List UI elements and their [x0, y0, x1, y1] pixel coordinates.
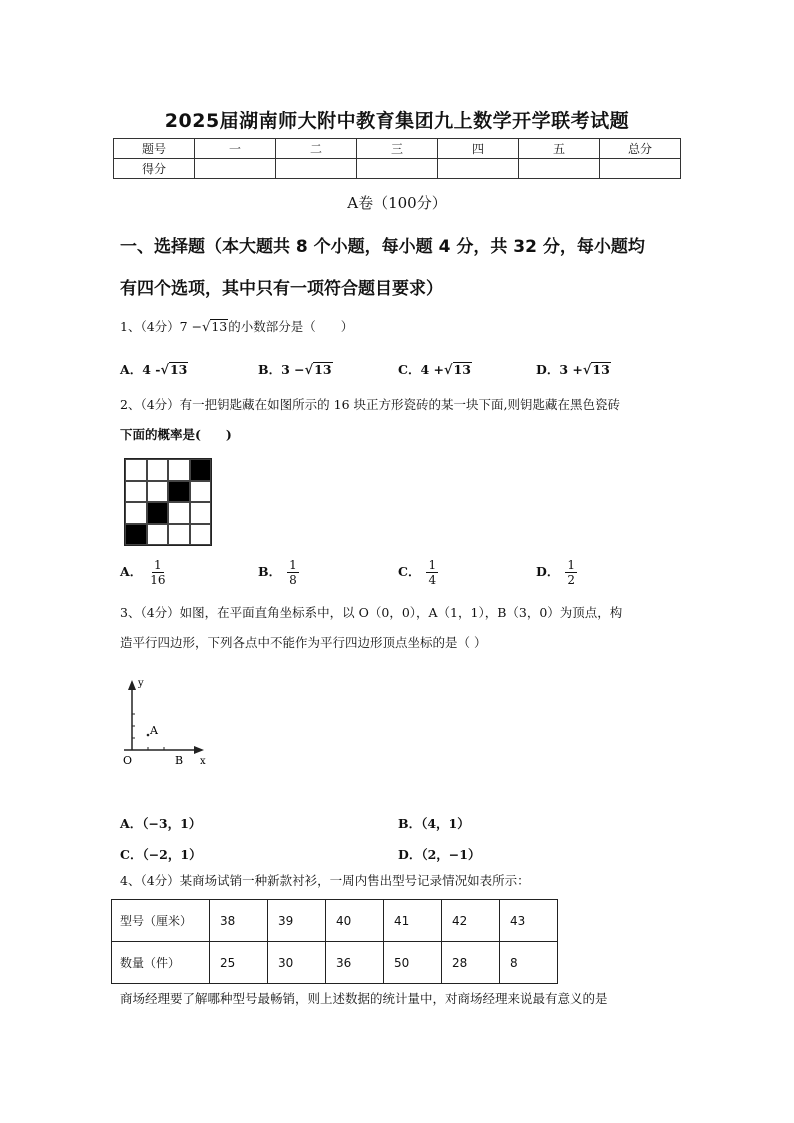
white-tile	[147, 481, 169, 503]
q2-line2: 下面的概率是( )	[120, 427, 232, 442]
q1-option-d: D．3 +√13	[536, 362, 610, 378]
size-row	[112, 900, 558, 942]
x-axis-arrow	[194, 746, 204, 754]
point-b-label: B	[175, 754, 184, 767]
q3-option-a: A．（−3，1）	[120, 816, 202, 831]
score-header-cell: 总分	[600, 139, 681, 159]
part1-heading-line1: 一、选择题（本大题共 8 个小题，每小题 4 分，共 32 分，每小题均	[120, 237, 645, 257]
white-tile	[190, 481, 212, 503]
score-header-cell: 二	[276, 139, 357, 159]
white-tile	[168, 502, 190, 524]
white-tile	[125, 459, 147, 481]
score-table-header-row	[114, 139, 681, 159]
white-tile	[190, 524, 212, 546]
q2-option-b: B． $\frac{1}{8}$	[258, 558, 297, 587]
size-cell: 41	[384, 900, 442, 942]
score-header-cell: 三	[357, 139, 438, 159]
white-tile	[147, 459, 169, 481]
q3-line2: 造平行四边形，下列各点中不能作为平行四边形顶点坐标的是（ ）	[120, 635, 487, 650]
q3-line1: 3、（4分）如图，在平面直角坐标系中，以 O（0，0），A（1，1），B（3，0）为顶点，构	[120, 605, 623, 620]
quantity-cell: 25	[210, 942, 268, 984]
quantity-cell: 28	[442, 942, 500, 984]
section-a-title: A卷（100分）	[347, 194, 447, 212]
q4-line2: 商场经理要了解哪种型号最畅销，则上述数据的统计量中，对商场经理来说最有意义的是	[120, 991, 608, 1006]
quantity-row-label: 数量（件）	[112, 942, 210, 984]
white-tile	[168, 459, 190, 481]
quantity-cell: 50	[384, 942, 442, 984]
score-header-cell: 五	[519, 139, 600, 159]
size-cell: 38	[210, 900, 268, 942]
tile-grid-figure	[124, 458, 212, 546]
score-cell	[276, 159, 357, 179]
quantity-cell: 36	[326, 942, 384, 984]
score-cell	[438, 159, 519, 179]
question-3	[120, 598, 680, 658]
quantity-row	[112, 942, 558, 984]
score-cell	[195, 159, 276, 179]
black-tile	[147, 502, 169, 524]
origin-label: O	[123, 754, 133, 767]
score-cell	[519, 159, 600, 179]
q1-suffix: 的小数部分是（ ）	[228, 319, 354, 334]
white-tile	[125, 502, 147, 524]
y-axis-label: y	[138, 678, 144, 689]
q1-option-c: C．4 +√13	[398, 362, 471, 378]
score-cell	[600, 159, 681, 179]
q2-option-d: D． $\frac{1}{2}$	[536, 558, 575, 587]
size-row-label: 型号（厘米）	[112, 900, 210, 942]
coordinate-figure	[118, 672, 218, 772]
q2-option-c: C． $\frac{1}{4}$	[398, 558, 437, 587]
white-tile	[125, 481, 147, 503]
score-cell	[357, 159, 438, 179]
white-tile	[147, 524, 169, 546]
black-tile	[125, 524, 147, 546]
score-header-cell: 一	[195, 139, 276, 159]
black-tile	[190, 459, 212, 481]
question-2	[120, 390, 680, 450]
white-tile	[168, 524, 190, 546]
size-cell: 40	[326, 900, 384, 942]
q4-line1: 4、（4分）某商场试销一种新款衬衫，一周内售出型号记录情况如表所示：	[120, 873, 530, 888]
size-sales-table	[111, 899, 558, 984]
q2-option-a: A． $\frac{1}{16}$	[120, 558, 166, 587]
black-tile	[168, 481, 190, 503]
q2-line1: 2、（4分）有一把钥匙藏在如图所示的 16 块正方形瓷砖的某一块下面,则钥匙藏在黑色瓷砖	[120, 397, 620, 412]
score-header-cell: 题号	[114, 139, 195, 159]
score-table	[113, 138, 681, 179]
q3-option-c: C．（−2，1）	[120, 847, 202, 862]
q1-prefix: 1、（4分）7 −	[120, 319, 203, 334]
score-header-cell: 四	[438, 139, 519, 159]
score-row-label: 得分	[114, 159, 195, 179]
x-axis-label: x	[200, 756, 206, 767]
score-table-score-row	[114, 159, 681, 179]
point-a	[147, 734, 150, 737]
white-tile	[190, 502, 212, 524]
size-cell: 39	[268, 900, 326, 942]
exam-title: 2025届湖南师大附中教育集团九上数学开学联考试题	[164, 110, 630, 132]
size-cell: 43	[500, 900, 558, 942]
size-cell: 42	[442, 900, 500, 942]
question-1: 1、（4分）7 −√13的小数部分是（ ）	[120, 319, 354, 335]
quantity-cell: 8	[500, 942, 558, 984]
part1-heading-line2: 有四个选项，其中只有一项符合题目要求）	[120, 279, 443, 299]
q3-option-d: D．（2，−1）	[398, 847, 481, 862]
q3-option-b: B．（4，1）	[398, 816, 470, 831]
q1-option-a: A．4 -√13	[120, 362, 188, 378]
quantity-cell: 30	[268, 942, 326, 984]
q1-option-b: B．3 −√13	[258, 362, 332, 378]
point-a-label: A	[150, 724, 158, 737]
y-axis-arrow	[128, 680, 136, 690]
part1-heading	[120, 226, 680, 310]
q1-radicand: 13	[211, 319, 228, 334]
